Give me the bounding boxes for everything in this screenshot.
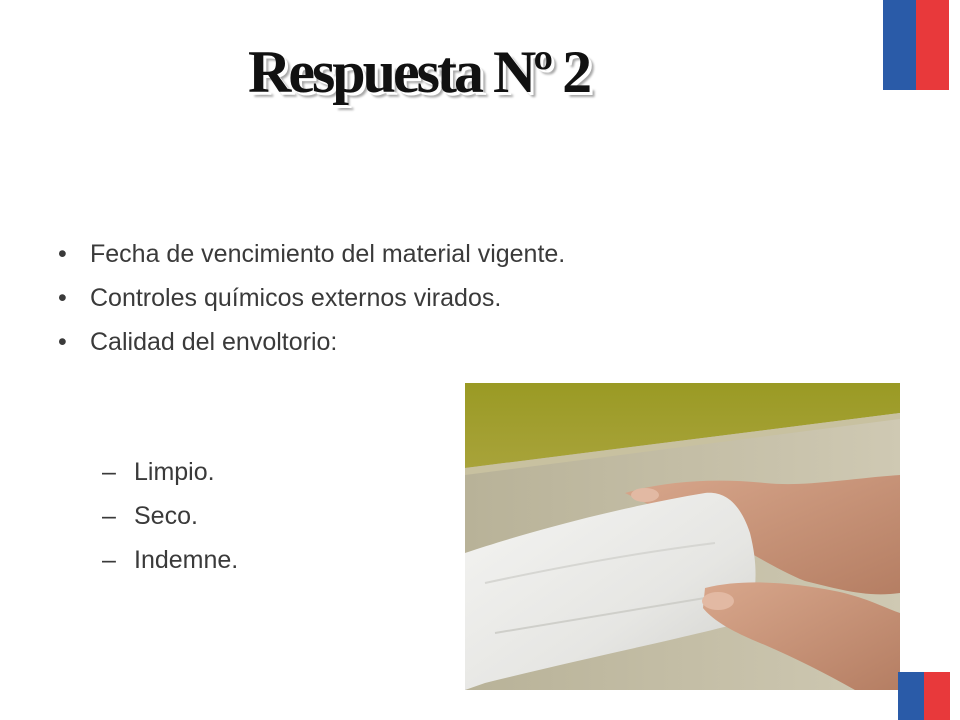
flag-red-stripe	[924, 672, 950, 720]
bullet-list	[58, 236, 598, 368]
photo-hands-holding-package	[465, 383, 900, 690]
sub-bullet-item: – Seco.	[102, 498, 238, 534]
slide-title: Respuesta Nº 2	[248, 39, 590, 105]
flag-blue-stripe	[898, 672, 924, 720]
flag-blue-stripe	[883, 0, 916, 90]
flag-decoration-top	[883, 0, 949, 90]
bullet-item: • Controles químicos externos virados.	[58, 280, 598, 316]
sub-bullet-item: – Indemne.	[102, 542, 238, 578]
flag-decoration-bottom	[898, 672, 950, 720]
sub-bullet-list	[102, 454, 238, 586]
sub-bullet-item: – Limpio.	[102, 454, 238, 490]
bullet-item: • Fecha de vencimiento del material vigente.	[58, 236, 598, 272]
bullet-item: • Calidad del envoltorio:	[58, 324, 598, 360]
flag-red-stripe	[916, 0, 949, 90]
